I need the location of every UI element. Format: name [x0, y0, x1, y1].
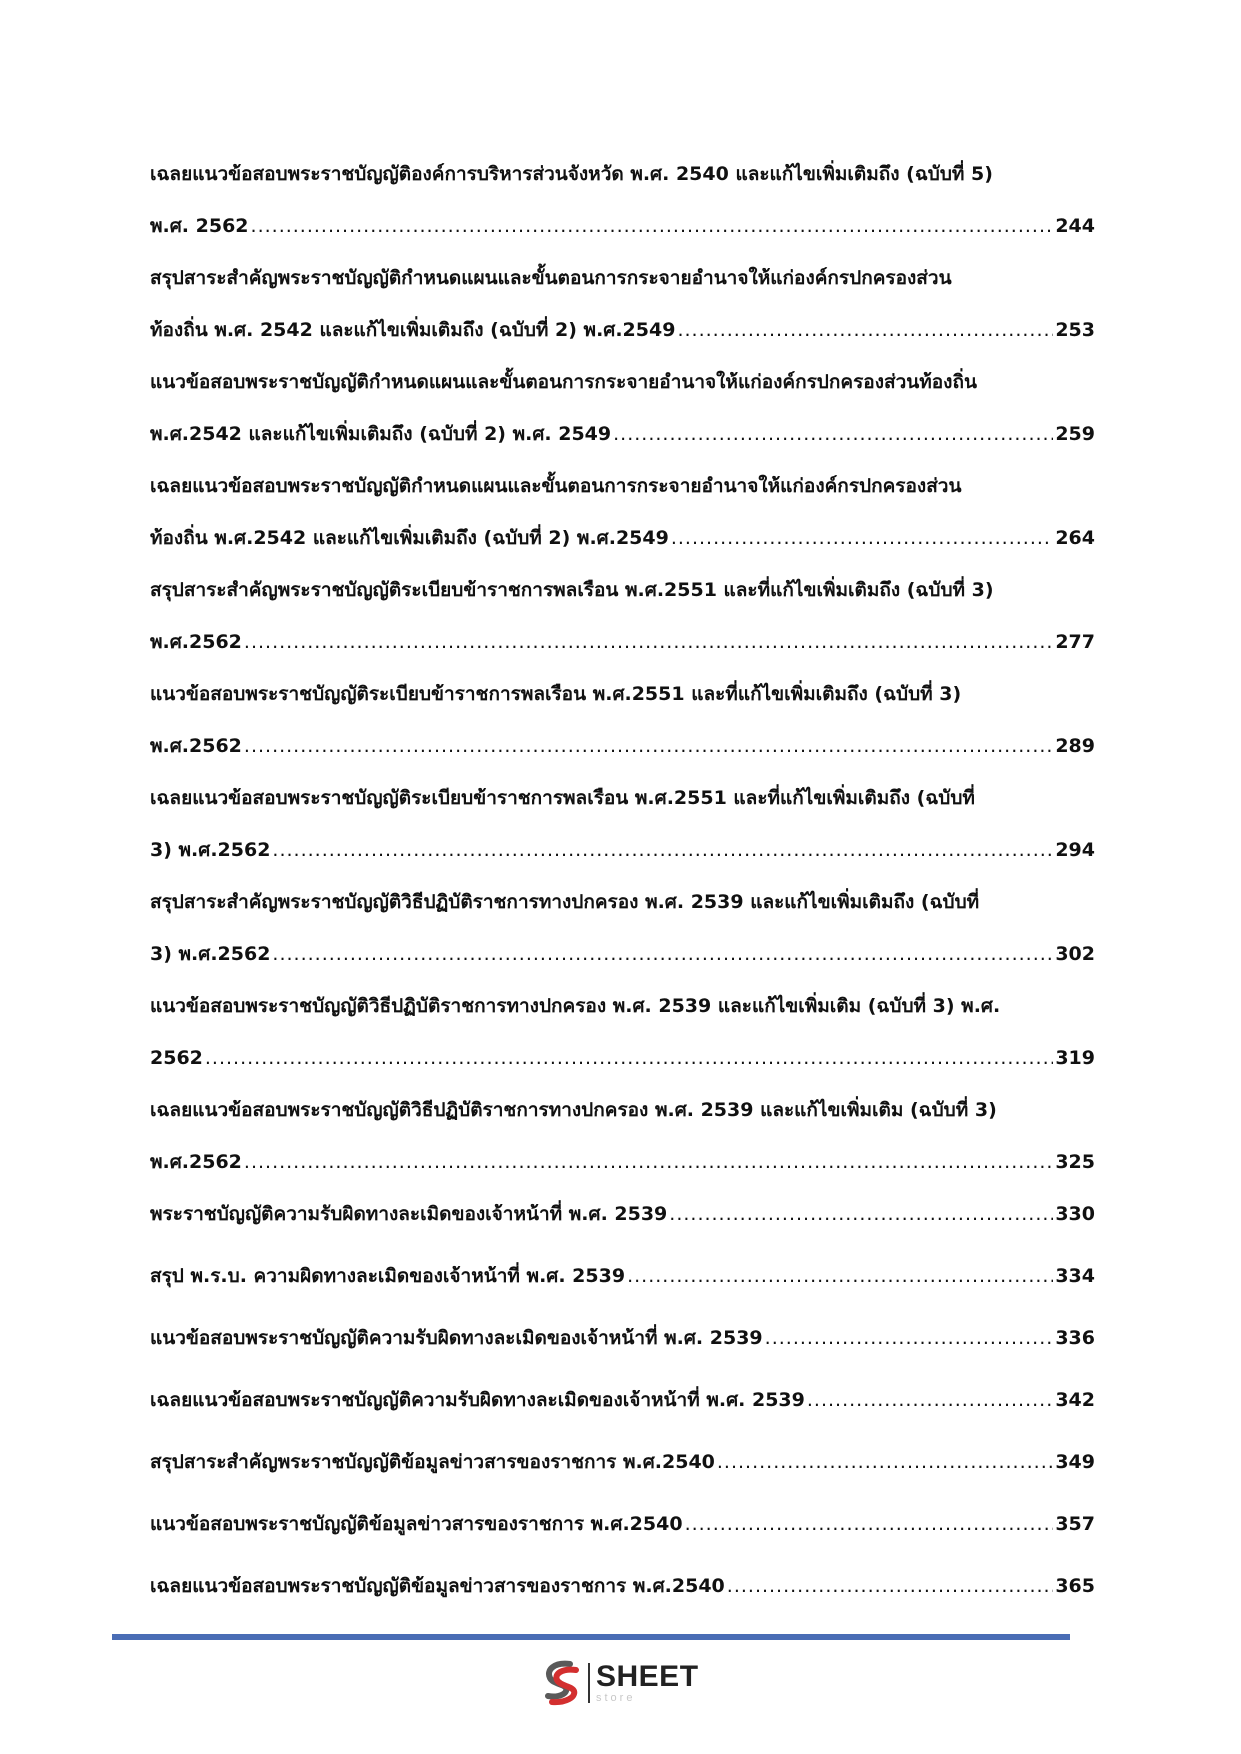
dot-leader [244, 720, 1053, 772]
dot-leader [727, 1560, 1054, 1612]
toc-entry-title: เฉลยแนวข้อสอบพระราชบัญญัติองค์การบริหารส่วนจังหวัด พ.ศ. 2540 และแก้ไขเพิ่มเติมถึง (ฉบับที่ 5) [150, 163, 993, 185]
toc-entry-title: แนวข้อสอบพระราชบัญญัติความรับผิดทางละเมิดของเจ้าหน้าที่ พ.ศ. 2539 [150, 1327, 763, 1349]
table-of-contents [150, 148, 1095, 1622]
toc-entry-title: สรุปสาระสำคัญพระราชบัญญัติระเบียบข้าราชการพลเรือน พ.ศ.2551 และที่แก้ไขเพิ่มเติมถึง (ฉบับที่ 3) [150, 579, 994, 601]
toc-page-number: 277 [1055, 631, 1095, 653]
toc-entry[interactable] [150, 1498, 1095, 1550]
toc-entry-title: เฉลยแนวข้อสอบพระราชบัญญัติข้อมูลข่าวสารของราชการ พ.ศ.2540 [150, 1575, 725, 1597]
toc-page-number: 259 [1055, 423, 1095, 445]
toc-entry-title: เฉลยแนวข้อสอบพระราชบัญญัติวิธีปฏิบัติราชการทางปกครอง พ.ศ. 2539 และแก้ไขเพิ่มเติม (ฉบับที่ 3) [150, 1099, 997, 1121]
toc-entry[interactable] [150, 148, 1095, 252]
toc-page-number: 253 [1055, 319, 1095, 341]
toc-entry-title: เฉลยแนวข้อสอบพระราชบัญญัติความรับผิดทางละเมิดของเจ้าหน้าที่ พ.ศ. 2539 [150, 1389, 805, 1411]
toc-entry-title: สรุปสาระสำคัญพระราชบัญญัติข้อมูลข่าวสารของราชการ พ.ศ.2540 [150, 1451, 715, 1473]
toc-page-number: 319 [1055, 1047, 1095, 1069]
toc-entry-title-cont: 3) พ.ศ.2562 [150, 943, 271, 965]
toc-entry[interactable] [150, 1084, 1095, 1188]
toc-entry[interactable] [150, 876, 1095, 980]
toc-page-number: 302 [1055, 943, 1095, 965]
logo-wordmark: SHEET [596, 1660, 699, 1693]
toc-page-number: 289 [1055, 735, 1095, 757]
toc-entry-title-cont: พ.ศ.2542 และแก้ไขเพิ่มเติมถึง (ฉบับที่ 2) พ.ศ. 2549 [150, 423, 612, 445]
toc-page-number: 244 [1055, 215, 1095, 237]
toc-page-number: 365 [1055, 1575, 1095, 1597]
dot-leader [765, 1312, 1054, 1364]
toc-entry-title-cont: พ.ศ.2562 [150, 1151, 242, 1173]
toc-page-number: 264 [1055, 527, 1095, 549]
sheet-store-logo [540, 1657, 699, 1709]
footer-divider [112, 1634, 1070, 1640]
toc-page-number: 330 [1055, 1203, 1095, 1225]
toc-entry-title-cont: พ.ศ.2562 [150, 735, 242, 757]
toc-entry-title-cont: ท้องถิ่น พ.ศ. 2542 และแก้ไขเพิ่มเติมถึง (ฉบับที่ 2) พ.ศ.2549 [150, 319, 676, 341]
toc-page-number: 294 [1055, 839, 1095, 861]
toc-page-number: 334 [1055, 1265, 1095, 1287]
dot-leader [671, 512, 1054, 564]
toc-entry-title-cont: 3) พ.ศ.2562 [150, 839, 271, 861]
toc-entry[interactable] [150, 980, 1095, 1084]
toc-page-number: 336 [1055, 1327, 1095, 1349]
toc-entry[interactable] [150, 1250, 1095, 1302]
dot-leader [244, 1136, 1053, 1188]
toc-entry-title: แนวข้อสอบพระราชบัญญัติข้อมูลข่าวสารของราชการ พ.ศ.2540 [150, 1513, 683, 1535]
toc-entry[interactable] [150, 460, 1095, 564]
sheet-store-logo-icon [540, 1660, 584, 1706]
toc-entry-title-cont: ท้องถิ่น พ.ศ.2542 และแก้ไขเพิ่มเติมถึง (ฉบับที่ 2) พ.ศ.2549 [150, 527, 669, 549]
logo-subtitle: store [596, 1692, 636, 1704]
toc-page-number: 357 [1055, 1513, 1095, 1535]
logo-separator [588, 1663, 590, 1703]
dot-leader [627, 1250, 1053, 1302]
dot-leader [669, 1188, 1053, 1240]
dot-leader [244, 616, 1053, 668]
dot-leader [677, 304, 1053, 356]
toc-entry[interactable] [150, 1188, 1095, 1240]
toc-entry-title: พระราชบัญญัติความรับผิดทางละเมิดของเจ้าหน้าที่ พ.ศ. 2539 [150, 1203, 668, 1225]
dot-leader [807, 1374, 1053, 1426]
toc-entry[interactable] [150, 1436, 1095, 1488]
toc-entry[interactable] [150, 1374, 1095, 1426]
toc-entry[interactable] [150, 252, 1095, 356]
toc-entry[interactable] [150, 564, 1095, 668]
dot-leader [251, 200, 1054, 252]
toc-entry-title: แนวข้อสอบพระราชบัญญัติกำหนดแผนและขั้นตอนการกระจายอำนาจให้แก่องค์กรปกครองส่วนท้องถิ่น [150, 371, 977, 393]
toc-entry-title: สรุป พ.ร.บ. ความผิดทางละเมิดของเจ้าหน้าที่ พ.ศ. 2539 [150, 1265, 626, 1287]
dot-leader [205, 1032, 1053, 1084]
toc-entry[interactable] [150, 1312, 1095, 1364]
toc-entry-title: แนวข้อสอบพระราชบัญญัติวิธีปฏิบัติราชการทางปกครอง พ.ศ. 2539 และแก้ไขเพิ่มเติม (ฉบับที่ 3) พ.ศ. [150, 995, 1001, 1017]
dot-leader [685, 1498, 1054, 1550]
toc-entry-title-cont: พ.ศ.2562 [150, 631, 242, 653]
dot-leader [613, 408, 1053, 460]
toc-entry[interactable] [150, 668, 1095, 772]
toc-entry-title: เฉลยแนวข้อสอบพระราชบัญญัติกำหนดแผนและขั้นตอนการกระจายอำนาจให้แก่องค์กรปกครองส่วน [150, 475, 962, 497]
toc-entry-title-cont: พ.ศ. 2562 [150, 215, 249, 237]
toc-entry-title: สรุปสาระสำคัญพระราชบัญญัติวิธีปฏิบัติราชการทางปกครอง พ.ศ. 2539 และแก้ไขเพิ่มเติมถึง (ฉบับที่ [150, 891, 980, 913]
toc-page-number: 349 [1055, 1451, 1095, 1473]
toc-entry[interactable] [150, 356, 1095, 460]
toc-entry[interactable] [150, 1560, 1095, 1612]
dot-leader [717, 1436, 1053, 1488]
dot-leader [272, 928, 1053, 980]
toc-entry-title: เฉลยแนวข้อสอบพระราชบัญญัติระเบียบข้าราชการพลเรือน พ.ศ.2551 และที่แก้ไขเพิ่มเติมถึง (ฉบับที่ [150, 787, 975, 809]
toc-page-number: 342 [1055, 1389, 1095, 1411]
toc-entry-title: สรุปสาระสำคัญพระราชบัญญัติกำหนดแผนและขั้นตอนการกระจายอำนาจให้แก่องค์กรปกครองส่วน [150, 267, 952, 289]
toc-entry[interactable] [150, 772, 1095, 876]
dot-leader [272, 824, 1053, 876]
toc-entry-title: แนวข้อสอบพระราชบัญญัติระเบียบข้าราชการพลเรือน พ.ศ.2551 และที่แก้ไขเพิ่มเติมถึง (ฉบับที่ 3) [150, 683, 962, 705]
toc-entry-title-cont: 2562 [150, 1047, 203, 1069]
toc-page-number: 325 [1055, 1151, 1095, 1173]
